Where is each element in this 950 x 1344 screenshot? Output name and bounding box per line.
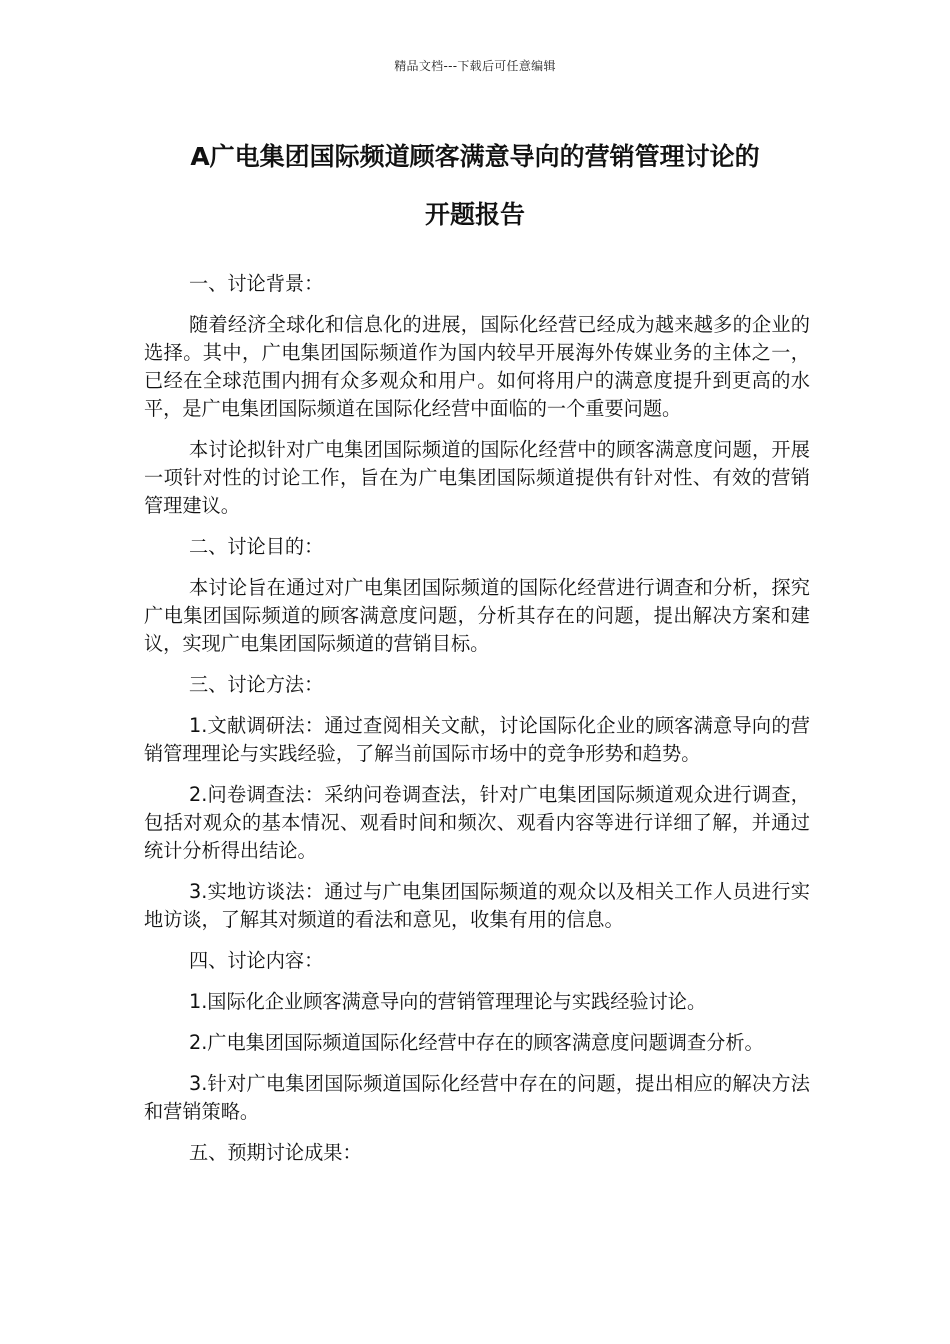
- method-literature-review: 1.文献调研法：通过查阅相关文献，讨论国际化企业的顾客满意导向的营销管理理论与实践经验，了解当前国际市场中的竞争形势和趋势。: [144, 714, 810, 765]
- background-paragraph-1: 随着经济全球化和信息化的进展，国际化经营已经成为越来越多的企业的选择。其中，广电集团国际频道作为国内较早开展海外传媒业务的主体之一，已经在全球范围内拥有众多观众和用户。如何将用户的满意度提升到更高的水平，是广电集团国际频道在国际化经营中面临的一个重要问题。: [144, 313, 810, 420]
- document-title-line-1: A广电集团国际频道顾客满意导向的营销管理讨论的: [190, 142, 760, 171]
- section-heading-methods: 三、讨论方法：: [189, 673, 324, 696]
- method-field-interview: 3.实地访谈法：通过与广电集团国际频道的观众以及相关工作人员进行实地访谈，了解其对频道的看法和意见，收集有用的信息。: [144, 880, 810, 931]
- background-paragraph-2: 本讨论拟针对广电集团国际频道的国际化经营中的顾客满意度问题，开展一项针对性的讨论工作，旨在为广电集团国际频道提供有针对性、有效的营销管理建议。: [144, 438, 810, 517]
- content-item-2: 2.广电集团国际频道国际化经营中存在的顾客满意度问题调查分析。: [189, 1031, 764, 1054]
- document-title-line-2: 开题报告: [424, 200, 525, 229]
- section-heading-expected-results: 五、预期讨论成果：: [189, 1141, 362, 1164]
- section-heading-content: 四、讨论内容：: [189, 949, 324, 972]
- section-heading-purpose: 二、讨论目的：: [189, 535, 324, 558]
- section-heading-background: 一、讨论背景：: [189, 272, 324, 295]
- content-item-1: 1.国际化企业顾客满意导向的营销管理理论与实践经验讨论。: [189, 990, 707, 1013]
- page-header-watermark: 精品文档---下载后可任意编辑: [394, 59, 556, 73]
- document-body: [144, 270, 810, 1180]
- method-questionnaire: 2.问卷调查法：采纳问卷调查法，针对广电集团国际频道观众进行调查，包括对观众的基本情况、观看时间和频次、观看内容等进行详细了解，并通过统计分析得出结论。: [144, 783, 810, 862]
- purpose-paragraph: 本讨论旨在通过对广电集团国际频道的国际化经营进行调查和分析，探究广电集团国际频道的顾客满意度问题，分析其存在的问题，提出解决方案和建议，实现广电集团国际频道的营销目标。: [144, 576, 810, 655]
- content-item-3: 3.针对广电集团国际频道国际化经营中存在的问题，提出相应的解决方法和营销策略。: [144, 1072, 810, 1123]
- document-title: [130, 128, 820, 244]
